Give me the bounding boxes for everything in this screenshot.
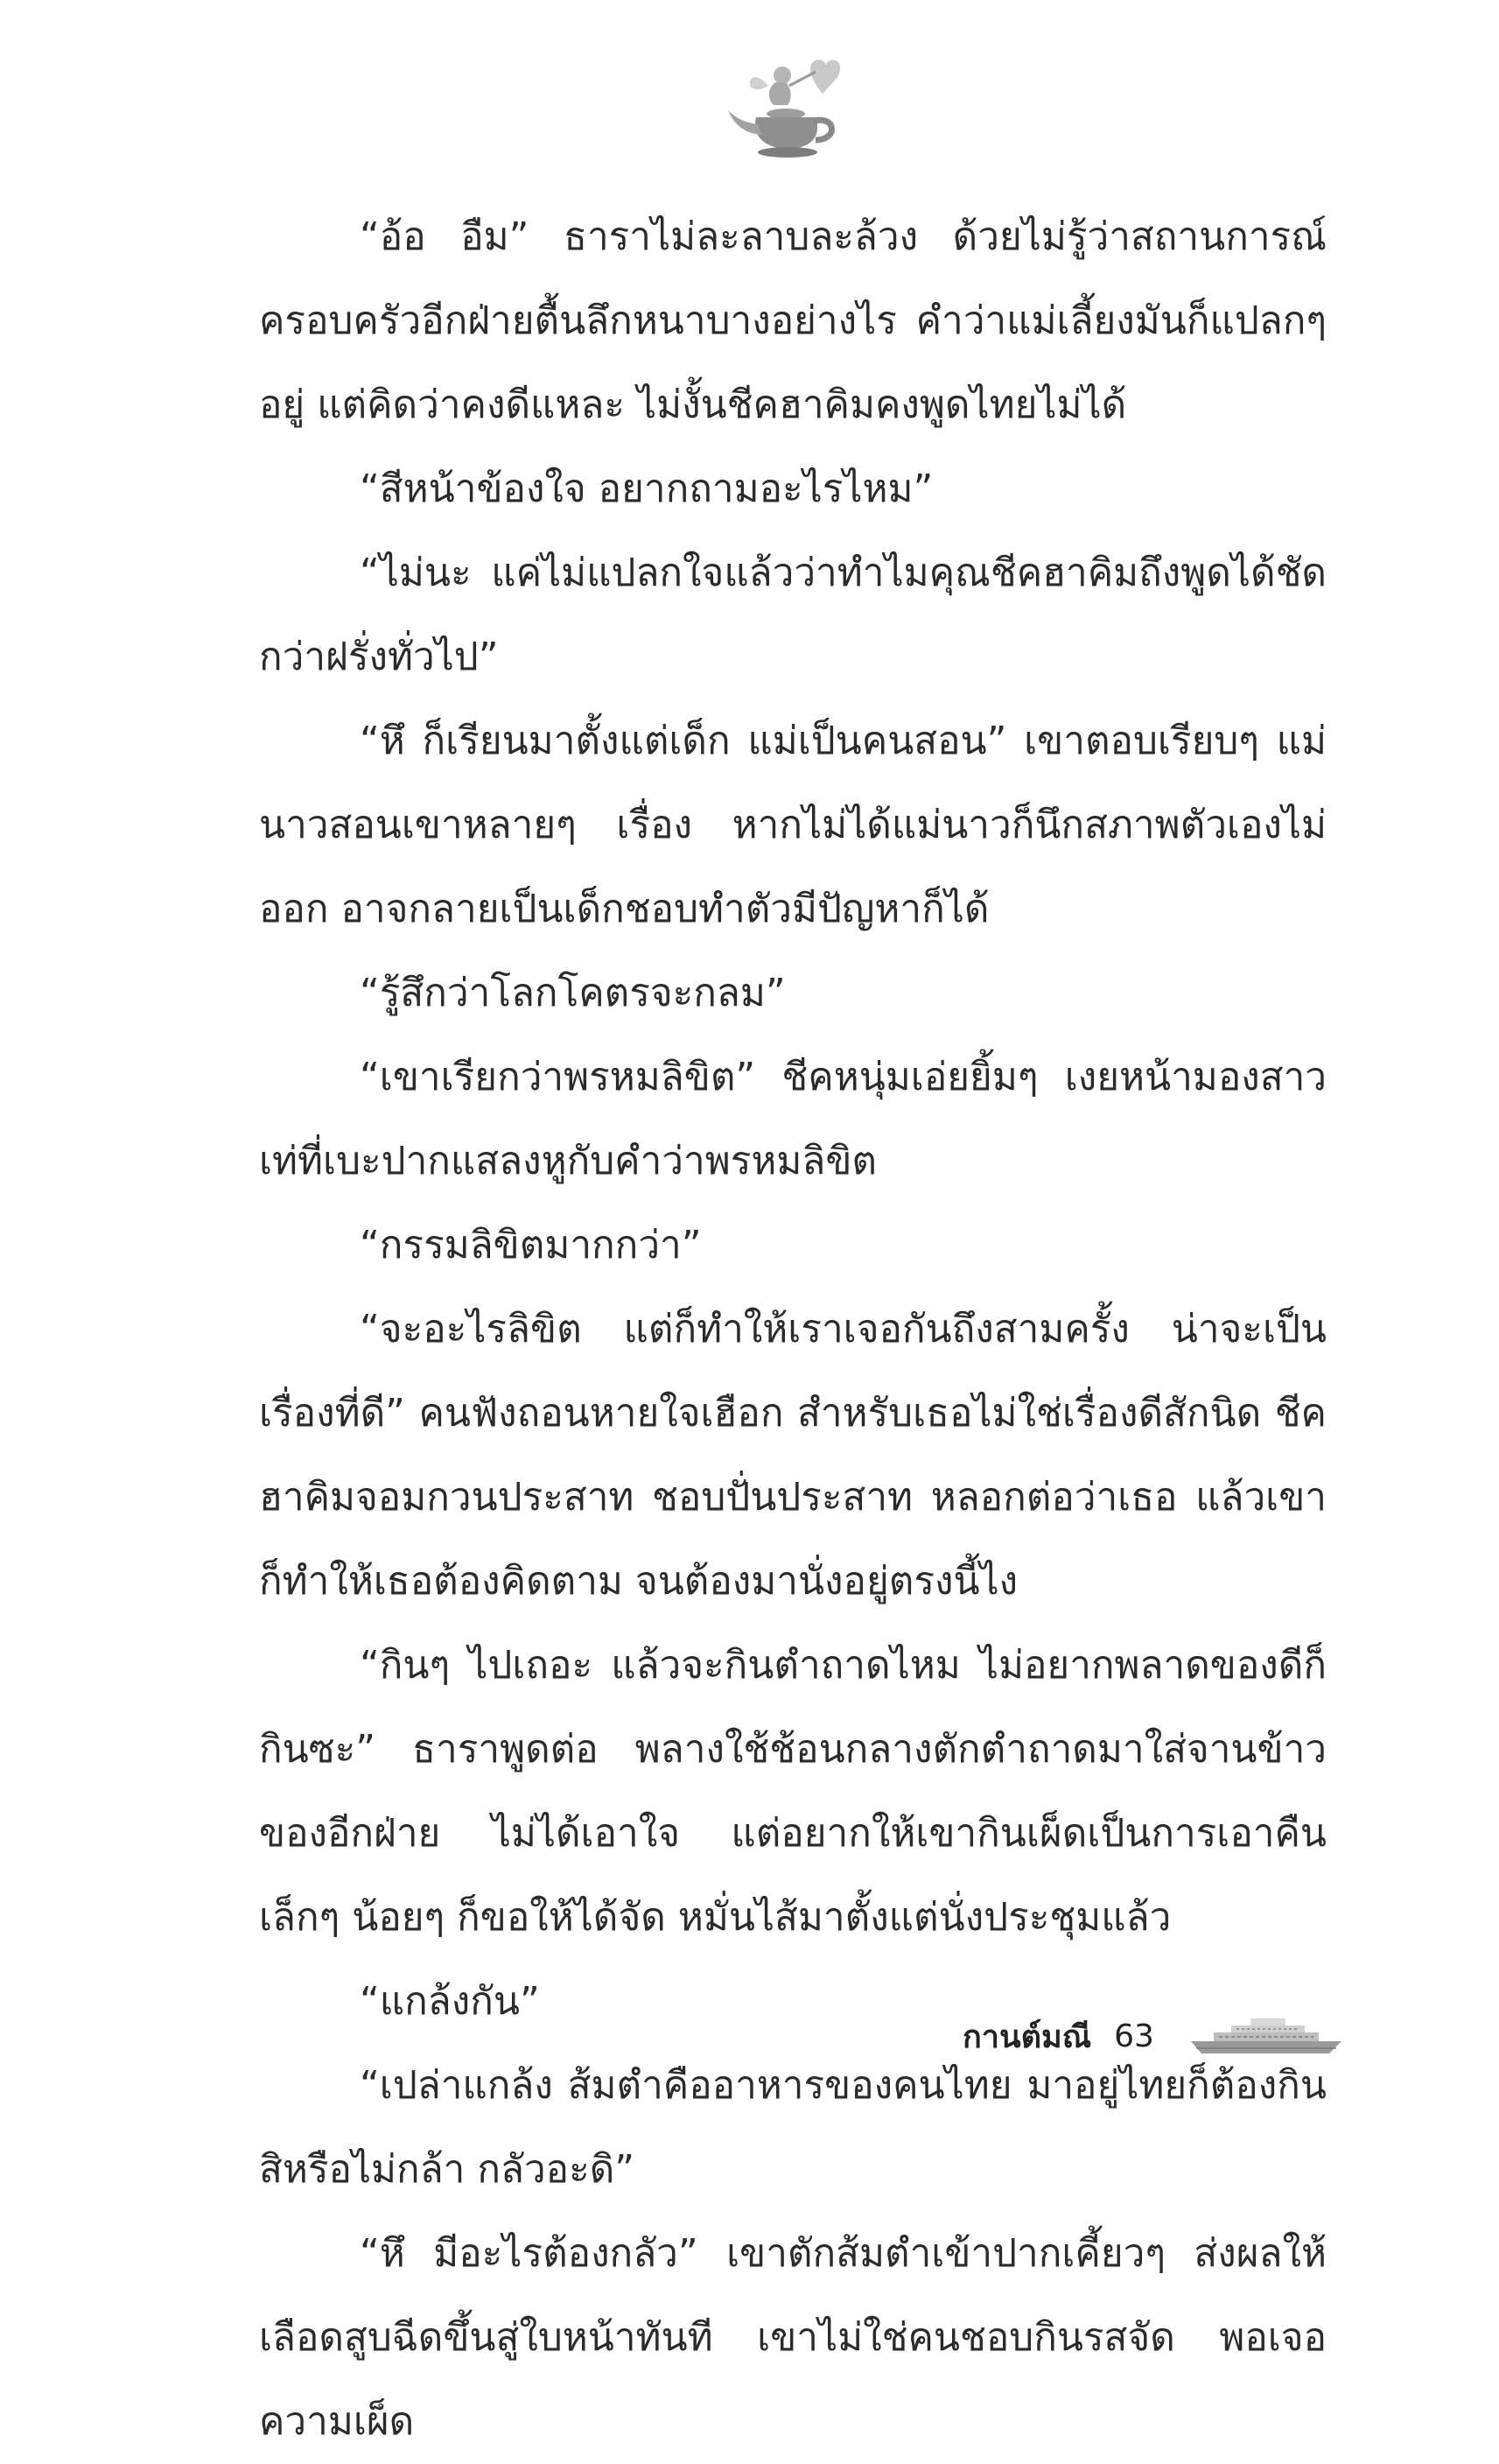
paragraph: “เปล่าแกล้ง ส้มตำคืออาหารของคนไทย มาอยู่ไทยก็ต้องกินสิหรือไม่กล้า กลัวอะดิ” [259, 2063, 1327, 2192]
paragraph: “หึ ก็เรียนมาตั้งแต่เด็ก แม่เป็นคนสอน” เขาตอบเรียบๆ แม่นาวสอนเขาหลายๆ เรื่อง หากไม่ได้แม่นาวก็นึกสภาพตัวเองไม่ออก อาจกลายเป็นเด็กชอบทำตัวมีปัญหาก็ได้ [259, 719, 1327, 931]
book-title: กานต์มณี [963, 2018, 1092, 2055]
body-text [259, 195, 1327, 2464]
paragraph: “กรรมลิขิตมากกว่า” [360, 1223, 702, 1267]
paragraph: “กินๆ ไปเถอะ แล้วจะกินตำถาดไหม ไม่อยากพลาดของดีก็กินซะ” ธาราพูดต่อ พลางใช้ช้อนกลางตักตำถาดมาใส่จานข้าวของอีกฝ่าย ไม่ได้เอาใจ แต่อยากให้เขากินเผ็ดเป็นการเอาคืน เล็กๆ น้อยๆ ก็ขอให้ได้จัด หมั่นไส้มาตั้งแต่นั่งประชุมแล้ว [259, 1643, 1327, 1940]
paragraph: “ไม่นะ แค่ไม่แปลกใจแล้วว่าทำไมคุณชีคฮาคิมถึงพูดได้ชัดกว่าฝรั่งทั่วไป” [259, 551, 1327, 679]
paragraph: “แกล้งกัน” [360, 1979, 540, 2024]
teapot-cupid-icon [725, 53, 856, 166]
paragraph: “หึ มีอะไรต้องกลัว” เขาตักส้มตำเข้าปากเคี้ยวๆ ส่งผลให้เลือดสูบฉีดขึ้นสู่ใบหน้าทันที เขาไม่ใช่คนชอบกินรสจัด พอเจอความเผ็ด [259, 2231, 1327, 2444]
cruise-ship-icon [1187, 2015, 1345, 2057]
page-footer [963, 2010, 1345, 2062]
paragraph: “อ้อ อืม” ธาราไม่ละลาบละล้วง ด้วยไม่รู้ว่าสถานการณ์ครอบครัวอีกฝ่ายตื้นลึกหนาบางอย่างไร คำว่าแม่เลี้ยงมันก็แปลกๆ อยู่ แต่คิดว่าคงดีแหละ ไม่งั้นชีคฮาคิมคงพูดไทยไม่ได้ [259, 214, 1327, 427]
paragraph: “จะอะไรลิขิต แต่ก็ทำให้เราเจอกันถึงสามครั้ง น่าจะเป็นเรื่องที่ดี” คนฟังถอนหายใจเฮือก สำหรับเธอไม่ใช่เรื่องดีสักนิด ชีคฮาคิมจอมกวนประสาท ชอบปั่นประสาท หลอกต่อว่าเธอ แล้วเขาก็ทำให้เธอต้องคิดตาม จนต้องมานั่งอยู่ตรงนี้ไง [259, 1307, 1327, 1604]
page-number: 63 [1114, 2018, 1154, 2054]
paragraph: “รู้สึกว่าโลกโคตรจะกลม” [360, 971, 786, 1015]
paragraph: “สีหน้าข้องใจ อยากถามอะไรไหม” [360, 467, 934, 511]
paragraph: “เขาเรียกว่าพรหมลิขิต” ชีคหนุ่มเอ่ยยิ้มๆ เงยหน้ามองสาวเท่ที่เบะปากแสลงหูกับคำว่าพรหมลิขิต [259, 1055, 1327, 1183]
